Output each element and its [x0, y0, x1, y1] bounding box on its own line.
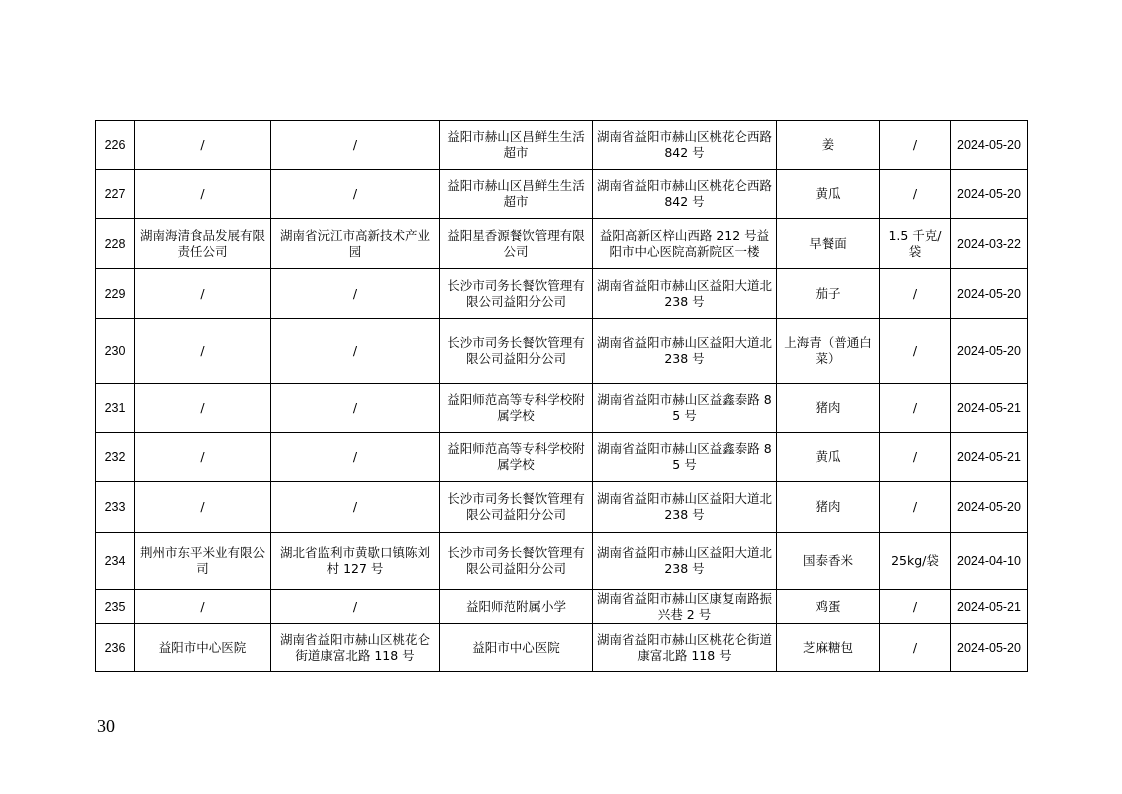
row-number-cell: 230: [96, 319, 135, 384]
production-date-cell: 2024-05-20: [951, 482, 1028, 533]
product-spec-cell: 1.5 千克/袋: [880, 219, 951, 269]
inspection-table: [95, 120, 1028, 672]
product-name-cell: 猪肉: [777, 384, 880, 433]
seller-name-cell: 益阳市赫山区昌鲜生生活超市: [440, 121, 593, 170]
product-name-cell: 茄子: [777, 269, 880, 319]
product-spec-cell: /: [880, 482, 951, 533]
producer-name-cell: /: [135, 384, 271, 433]
table-row: [96, 319, 1028, 384]
product-name-cell: 国泰香米: [777, 533, 880, 590]
product-name-cell: 芝麻糖包: [777, 624, 880, 672]
producer-name-cell: /: [135, 482, 271, 533]
production-date-cell: 2024-05-20: [951, 269, 1028, 319]
seller-name-cell: 长沙市司务长餐饮管理有限公司益阳分公司: [440, 319, 593, 384]
seller-name-cell: 长沙市司务长餐饮管理有限公司益阳分公司: [440, 482, 593, 533]
seller-name-cell: 长沙市司务长餐饮管理有限公司益阳分公司: [440, 533, 593, 590]
table-row: [96, 533, 1028, 590]
seller-address-cell: 湖南省益阳市赫山区益鑫泰路 85 号: [593, 384, 777, 433]
row-number-cell: 226: [96, 121, 135, 170]
product-spec-cell: /: [880, 624, 951, 672]
product-spec-cell: /: [880, 121, 951, 170]
seller-address-cell: 湖南省益阳市赫山区益阳大道北 238 号: [593, 533, 777, 590]
row-number-cell: 228: [96, 219, 135, 269]
producer-address-cell: /: [271, 384, 440, 433]
table-row: [96, 384, 1028, 433]
producer-name-cell: /: [135, 433, 271, 482]
producer-address-cell: 湖北省监利市黄歇口镇陈刘村 127 号: [271, 533, 440, 590]
seller-address-cell: 湖南省益阳市赫山区益阳大道北 238 号: [593, 319, 777, 384]
seller-address-cell: 湖南省益阳市赫山区桃花仑街道康富北路 118 号: [593, 624, 777, 672]
seller-name-cell: 长沙市司务长餐饮管理有限公司益阳分公司: [440, 269, 593, 319]
seller-name-cell: 益阳市中心医院: [440, 624, 593, 672]
producer-address-cell: 湖南省益阳市赫山区桃花仑街道康富北路 118 号: [271, 624, 440, 672]
producer-name-cell: /: [135, 319, 271, 384]
producer-name-cell: /: [135, 170, 271, 219]
seller-address-cell: 湖南省益阳市赫山区康复南路振兴巷 2 号: [593, 590, 777, 624]
producer-name-cell: 益阳市中心医院: [135, 624, 271, 672]
product-name-cell: 鸡蛋: [777, 590, 880, 624]
seller-address-cell: 湖南省益阳市赫山区益阳大道北 238 号: [593, 482, 777, 533]
table-row: [96, 590, 1028, 624]
producer-name-cell: /: [135, 121, 271, 170]
product-name-cell: 黄瓜: [777, 170, 880, 219]
row-number-cell: 229: [96, 269, 135, 319]
product-name-cell: 黄瓜: [777, 433, 880, 482]
seller-name-cell: 益阳市赫山区昌鲜生生活超市: [440, 170, 593, 219]
producer-address-cell: /: [271, 590, 440, 624]
product-spec-cell: /: [880, 590, 951, 624]
table-row: [96, 482, 1028, 533]
product-spec-cell: /: [880, 170, 951, 219]
product-spec-cell: /: [880, 319, 951, 384]
production-date-cell: 2024-05-20: [951, 624, 1028, 672]
production-date-cell: 2024-04-10: [951, 533, 1028, 590]
production-date-cell: 2024-05-21: [951, 384, 1028, 433]
seller-name-cell: 益阳师范高等专科学校附属学校: [440, 384, 593, 433]
seller-name-cell: 益阳星香源餐饮管理有限公司: [440, 219, 593, 269]
row-number-cell: 232: [96, 433, 135, 482]
table-body: [96, 121, 1028, 672]
producer-name-cell: /: [135, 269, 271, 319]
product-spec-cell: /: [880, 269, 951, 319]
table-row: [96, 624, 1028, 672]
product-spec-cell: /: [880, 384, 951, 433]
row-number-cell: 233: [96, 482, 135, 533]
table-row: [96, 219, 1028, 269]
producer-address-cell: 湖南省沅江市高新技术产业园: [271, 219, 440, 269]
row-number-cell: 236: [96, 624, 135, 672]
product-name-cell: 早餐面: [777, 219, 880, 269]
production-date-cell: 2024-05-21: [951, 590, 1028, 624]
producer-address-cell: /: [271, 319, 440, 384]
production-date-cell: 2024-05-20: [951, 121, 1028, 170]
production-date-cell: 2024-05-21: [951, 433, 1028, 482]
seller-address-cell: 湖南省益阳市赫山区益鑫泰路 85 号: [593, 433, 777, 482]
product-spec-cell: 25kg/袋: [880, 533, 951, 590]
producer-address-cell: /: [271, 482, 440, 533]
producer-address-cell: /: [271, 121, 440, 170]
row-number-cell: 227: [96, 170, 135, 219]
page-number: 30: [97, 716, 115, 736]
production-date-cell: 2024-05-20: [951, 170, 1028, 219]
seller-name-cell: 益阳师范附属小学: [440, 590, 593, 624]
seller-address-cell: 湖南省益阳市赫山区益阳大道北 238 号: [593, 269, 777, 319]
table-row: [96, 121, 1028, 170]
producer-address-cell: /: [271, 269, 440, 319]
product-name-cell: 上海青（普通白菜）: [777, 319, 880, 384]
producer-address-cell: /: [271, 170, 440, 219]
seller-address-cell: 湖南省益阳市赫山区桃花仑西路 842 号: [593, 170, 777, 219]
producer-name-cell: 荆州市东平米业有限公司: [135, 533, 271, 590]
product-spec-cell: /: [880, 433, 951, 482]
producer-name-cell: /: [135, 590, 271, 624]
product-name-cell: 姜: [777, 121, 880, 170]
seller-name-cell: 益阳师范高等专科学校附属学校: [440, 433, 593, 482]
producer-name-cell: 湖南海清食品发展有限责任公司: [135, 219, 271, 269]
producer-address-cell: /: [271, 433, 440, 482]
row-number-cell: 234: [96, 533, 135, 590]
production-date-cell: 2024-03-22: [951, 219, 1028, 269]
seller-address-cell: 益阳高新区梓山西路 212 号益阳市中心医院高新院区一楼: [593, 219, 777, 269]
table-row: [96, 433, 1028, 482]
row-number-cell: 231: [96, 384, 135, 433]
table-row: [96, 170, 1028, 219]
seller-address-cell: 湖南省益阳市赫山区桃花仑西路 842 号: [593, 121, 777, 170]
row-number-cell: 235: [96, 590, 135, 624]
table-row: [96, 269, 1028, 319]
production-date-cell: 2024-05-20: [951, 319, 1028, 384]
product-name-cell: 猪肉: [777, 482, 880, 533]
